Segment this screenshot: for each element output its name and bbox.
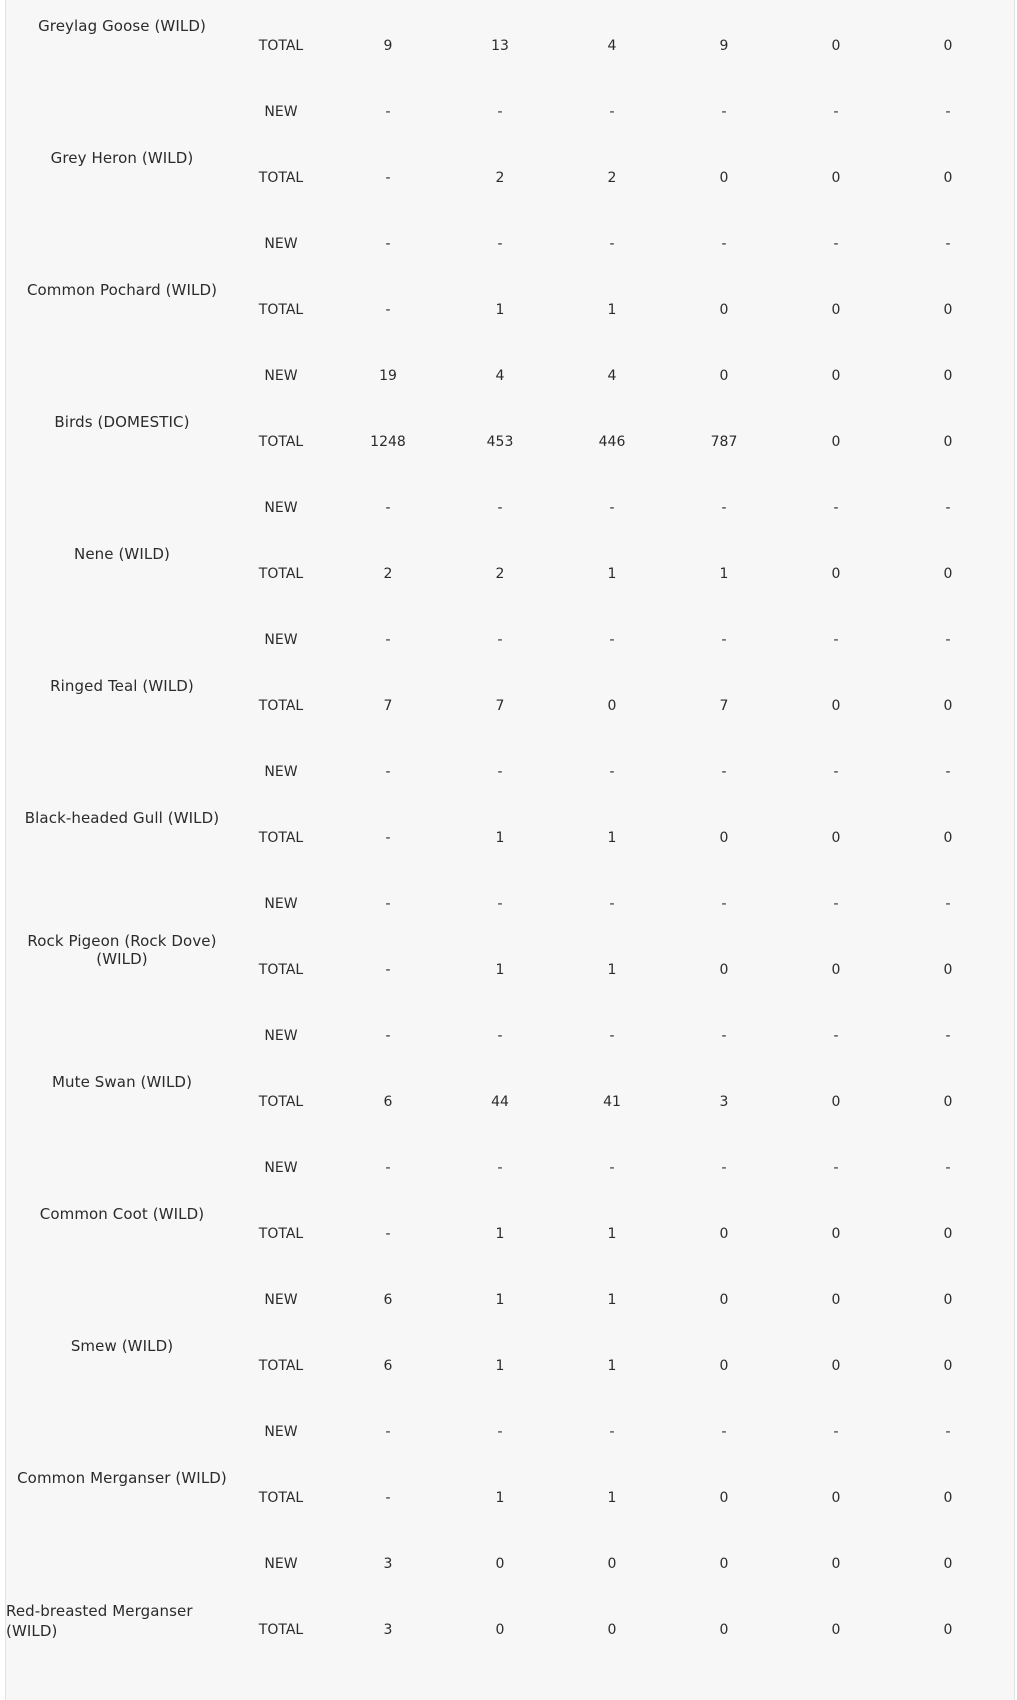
total-row (238, 1618, 1016, 1642)
species-name: Common Merganser (WILD) (17, 1469, 227, 1487)
total-value-cell: 0 (831, 1622, 841, 1638)
species-row-group (6, 1412, 1016, 1544)
total-value-cell: 0 (831, 1226, 841, 1242)
total-value-cell: 0 (943, 566, 953, 582)
total-label: TOTAL (258, 566, 304, 582)
new-value-cell: - (721, 1424, 727, 1440)
new-row (238, 364, 1016, 388)
total-label: TOTAL (258, 698, 304, 714)
total-row (238, 298, 1016, 322)
total-value-cell: 1 (495, 1358, 505, 1374)
new-value-cell: 0 (831, 1556, 841, 1572)
new-value-cell: - (609, 632, 615, 648)
new-value-cell: 0 (943, 1292, 953, 1308)
new-value-cell: - (945, 500, 951, 516)
new-value-cell: 0 (607, 1556, 617, 1572)
total-value-cell: 3 (719, 1094, 729, 1110)
new-value-cell: - (609, 1424, 615, 1440)
species-name: Black-headed Gull (WILD) (24, 809, 220, 827)
new-value-cell: 0 (831, 1292, 841, 1308)
species-row-group (6, 884, 1016, 1016)
total-value-cell: 7 (495, 698, 505, 714)
new-label: NEW (264, 500, 298, 516)
total-row (238, 1090, 1016, 1114)
total-row (238, 430, 1016, 454)
new-value-cell: - (945, 236, 951, 252)
new-value-cell: - (385, 104, 391, 120)
new-value-cell: 1 (495, 1292, 505, 1308)
total-value-cell: 787 (710, 434, 738, 450)
total-row (238, 826, 1016, 850)
new-value-cell: - (497, 104, 503, 120)
total-value-cell: - (385, 962, 391, 978)
new-label: NEW (264, 1424, 298, 1440)
new-value-cell: - (945, 896, 951, 912)
new-value-cell: - (497, 500, 503, 516)
new-value-cell: - (497, 236, 503, 252)
total-value-cell: 1 (607, 1226, 617, 1242)
species-name: Mute Swan (WILD) (51, 1073, 193, 1091)
new-value-cell: - (945, 632, 951, 648)
species-name: Smew (WILD) (70, 1337, 174, 1355)
total-value-cell: 0 (719, 302, 729, 318)
new-value-cell: - (385, 764, 391, 780)
new-value-cell: - (945, 104, 951, 120)
total-value-cell: 1 (607, 962, 617, 978)
new-value-cell: - (945, 1160, 951, 1176)
new-value-cell: - (833, 1160, 839, 1176)
new-value-cell: 19 (379, 368, 397, 384)
species-row-group (6, 1280, 1016, 1412)
new-value-cell: 0 (831, 368, 841, 384)
species-name: Common Pochard (WILD) (26, 281, 218, 299)
total-value-cell: 6 (383, 1358, 393, 1374)
total-label: TOTAL (258, 1490, 304, 1506)
total-value-cell: - (385, 830, 391, 846)
total-value-cell: 1 (495, 830, 505, 846)
new-label: NEW (264, 1160, 298, 1176)
new-value-cell: - (385, 1028, 391, 1044)
total-value-cell: 0 (831, 170, 841, 186)
total-value-cell: 2 (495, 170, 505, 186)
new-label: NEW (264, 1028, 298, 1044)
species-row-group (6, 0, 1016, 92)
total-label: TOTAL (258, 302, 304, 318)
new-value-cell: - (945, 764, 951, 780)
new-label: NEW (264, 764, 298, 780)
new-value-cell: 1 (607, 1292, 617, 1308)
new-label: NEW (264, 1292, 298, 1308)
total-value-cell: 44 (491, 1094, 509, 1110)
total-value-cell: 446 (598, 434, 626, 450)
total-value-cell: 6 (383, 1094, 393, 1110)
total-value-cell: 0 (719, 962, 729, 978)
total-value-cell: 0 (719, 170, 729, 186)
total-value-cell: 0 (831, 962, 841, 978)
total-value-cell: 0 (943, 830, 953, 846)
total-value-cell: 0 (719, 1226, 729, 1242)
new-label: NEW (264, 104, 298, 120)
new-value-cell: - (833, 500, 839, 516)
total-row (238, 1222, 1016, 1246)
total-value-cell: 2 (383, 566, 393, 582)
total-value-cell: 0 (831, 1490, 841, 1506)
new-value-cell: 6 (383, 1292, 393, 1308)
total-value-cell: 0 (831, 830, 841, 846)
total-value-cell: 1 (607, 1358, 617, 1374)
species-row-group (6, 356, 1016, 488)
new-value-cell: - (497, 1160, 503, 1176)
new-value-cell: 0 (943, 1556, 953, 1572)
total-value-cell: 2 (607, 170, 617, 186)
total-value-cell: 0 (719, 1622, 729, 1638)
new-label: NEW (264, 368, 298, 384)
total-value-cell: 0 (495, 1622, 505, 1638)
new-row (238, 100, 1016, 124)
total-value-cell: 0 (943, 170, 953, 186)
new-value-cell: - (721, 1028, 727, 1044)
new-value-cell: - (833, 104, 839, 120)
total-value-cell: 0 (831, 38, 841, 54)
new-value-cell: - (721, 764, 727, 780)
total-value-cell: 0 (943, 962, 953, 978)
total-value-cell: 0 (943, 302, 953, 318)
total-value-cell: 0 (943, 1358, 953, 1374)
total-value-cell: 1 (607, 1490, 617, 1506)
new-value-cell: - (833, 236, 839, 252)
new-row (238, 760, 1016, 784)
total-value-cell: 1 (495, 1226, 505, 1242)
new-value-cell: - (385, 500, 391, 516)
species-row-group (6, 1148, 1016, 1280)
total-value-cell: 0 (943, 698, 953, 714)
total-value-cell: 1248 (370, 434, 406, 450)
total-value-cell: 0 (831, 698, 841, 714)
total-value-cell: 3 (383, 1622, 393, 1638)
total-row (238, 1354, 1016, 1378)
new-value-cell: - (497, 896, 503, 912)
new-value-cell: 0 (719, 1292, 729, 1308)
total-row (238, 1486, 1016, 1510)
total-value-cell: 0 (607, 698, 617, 714)
new-value-cell: - (609, 764, 615, 780)
total-value-cell: 0 (943, 1622, 953, 1638)
total-value-cell: 0 (831, 434, 841, 450)
new-value-cell: - (833, 1028, 839, 1044)
species-row-group (6, 92, 1016, 224)
total-value-cell: 0 (719, 1358, 729, 1374)
total-label: TOTAL (258, 1094, 304, 1110)
new-value-cell: - (609, 896, 615, 912)
new-row (238, 1288, 1016, 1312)
new-value-cell: - (497, 764, 503, 780)
total-value-cell: - (385, 1490, 391, 1506)
species-name: Nene (WILD) (74, 545, 170, 563)
total-label: TOTAL (258, 830, 304, 846)
total-value-cell: 0 (831, 1358, 841, 1374)
total-value-cell: 0 (607, 1622, 617, 1638)
new-value-cell: - (609, 1160, 615, 1176)
total-value-cell: 7 (383, 698, 393, 714)
new-value-cell: - (497, 1028, 503, 1044)
species-name: Rock Pigeon (Rock Dove) (WILD) (27, 932, 217, 968)
new-value-cell: - (833, 896, 839, 912)
total-value-cell: 1 (719, 566, 729, 582)
new-row (238, 232, 1016, 256)
total-value-cell: 9 (383, 38, 393, 54)
new-value-cell: - (609, 104, 615, 120)
species-row-group (6, 1016, 1016, 1148)
new-value-cell: - (609, 1028, 615, 1044)
total-value-cell: 1 (495, 962, 505, 978)
species-name: Ringed Teal (WILD) (50, 677, 194, 695)
new-label: NEW (264, 632, 298, 648)
new-value-cell: - (721, 236, 727, 252)
total-value-cell: 0 (943, 1094, 953, 1110)
new-value-cell: - (945, 1028, 951, 1044)
new-value-cell: - (497, 1424, 503, 1440)
total-row (238, 166, 1016, 190)
total-value-cell: 0 (943, 1226, 953, 1242)
new-value-cell: - (385, 632, 391, 648)
total-value-cell: 0 (943, 38, 953, 54)
total-value-cell: 4 (607, 38, 617, 54)
new-value-cell: - (833, 632, 839, 648)
total-value-cell: - (385, 302, 391, 318)
total-row (238, 34, 1016, 58)
new-value-cell: 4 (495, 368, 505, 384)
outbreak-table-panel (5, 0, 1015, 1700)
new-value-cell: - (497, 632, 503, 648)
total-value-cell: 13 (491, 38, 509, 54)
total-value-cell: 0 (831, 566, 841, 582)
total-label: TOTAL (258, 1622, 304, 1638)
new-row (238, 628, 1016, 652)
new-value-cell: - (721, 104, 727, 120)
total-value-cell: 0 (719, 1490, 729, 1506)
new-value-cell: - (721, 632, 727, 648)
total-label: TOTAL (258, 38, 304, 54)
species-name: Birds (DOMESTIC) (54, 413, 190, 431)
total-label: TOTAL (258, 1358, 304, 1374)
total-row (238, 694, 1016, 718)
total-label: TOTAL (258, 434, 304, 450)
total-value-cell: 1 (495, 1490, 505, 1506)
total-value-cell: 1 (607, 830, 617, 846)
total-value-cell: 0 (831, 1094, 841, 1110)
species-row-group (6, 224, 1016, 356)
total-label: TOTAL (258, 1226, 304, 1242)
new-value-cell: 0 (719, 368, 729, 384)
total-value-cell: 453 (486, 434, 514, 450)
total-value-cell: 0 (831, 302, 841, 318)
new-value-cell: - (609, 236, 615, 252)
new-row (238, 1552, 1016, 1576)
total-row (238, 958, 1016, 982)
new-value-cell: 3 (383, 1556, 393, 1572)
total-row (238, 562, 1016, 586)
total-value-cell: 2 (495, 566, 505, 582)
new-value-cell: 0 (719, 1556, 729, 1572)
new-row (238, 1156, 1016, 1180)
total-value-cell: 1 (607, 566, 617, 582)
species-name: Greylag Goose (WILD) (38, 17, 206, 35)
total-value-cell: 0 (943, 1490, 953, 1506)
total-value-cell: - (385, 1226, 391, 1242)
new-row (238, 496, 1016, 520)
new-label: NEW (264, 1556, 298, 1572)
new-value-cell: 0 (943, 368, 953, 384)
new-value-cell: - (721, 896, 727, 912)
total-label: TOTAL (258, 170, 304, 186)
new-label: NEW (264, 896, 298, 912)
new-value-cell: 0 (495, 1556, 505, 1572)
new-value-cell: - (833, 764, 839, 780)
new-value-cell: - (385, 896, 391, 912)
new-value-cell: 4 (607, 368, 617, 384)
species-row-group (6, 752, 1016, 884)
total-value-cell: 7 (719, 698, 729, 714)
new-value-cell: - (721, 1160, 727, 1176)
new-value-cell: - (721, 500, 727, 516)
species-name: Grey Heron (WILD) (50, 149, 194, 167)
total-value-cell: 0 (719, 830, 729, 846)
species-row-group (6, 488, 1016, 620)
total-value-cell: - (385, 170, 391, 186)
new-value-cell: - (833, 1424, 839, 1440)
new-label: NEW (264, 236, 298, 252)
total-value-cell: 41 (603, 1094, 621, 1110)
total-value-cell: 1 (495, 302, 505, 318)
new-value-cell: - (609, 500, 615, 516)
new-row (238, 1024, 1016, 1048)
new-row (238, 892, 1016, 916)
new-value-cell: - (945, 1424, 951, 1440)
new-row (238, 1420, 1016, 1444)
new-value-cell: - (385, 1160, 391, 1176)
species-name: Common Coot (WILD) (39, 1205, 205, 1223)
species-table-body (6, 0, 1016, 1676)
new-value-cell: - (385, 1424, 391, 1440)
total-label: TOTAL (258, 962, 304, 978)
total-value-cell: 1 (607, 302, 617, 318)
total-value-cell: 0 (943, 434, 953, 450)
species-name: Red-breasted Merganser (WILD) (6, 1602, 193, 1640)
new-value-cell: - (385, 236, 391, 252)
total-value-cell: 9 (719, 38, 729, 54)
species-row-group (6, 1544, 1016, 1676)
species-row-group (6, 620, 1016, 752)
